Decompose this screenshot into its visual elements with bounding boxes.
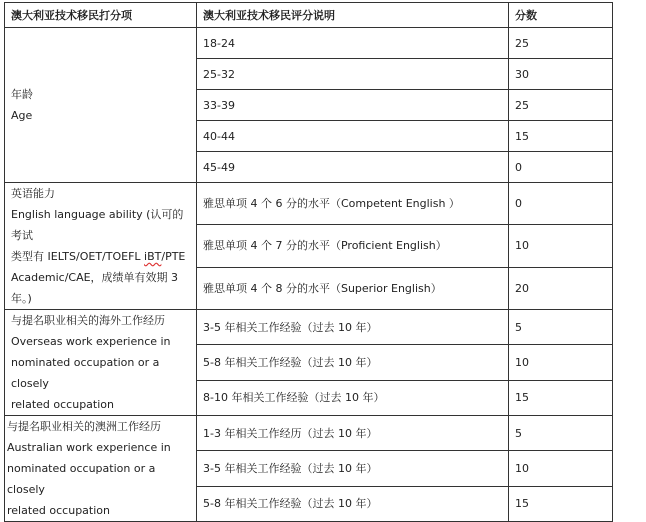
row-score: 30	[509, 59, 613, 90]
table-row	[5, 416, 613, 451]
category-line: Academic/CAE，成绩单有效期 3 年。)	[11, 271, 179, 305]
category-line: Age	[11, 109, 33, 122]
category-overseas-work	[5, 310, 197, 416]
row-score: 5	[509, 310, 613, 345]
header-score: 分数	[509, 3, 613, 28]
category-line: 类型有 IELTS/OET/TOEFL iBT/PTE	[11, 250, 186, 263]
category-line: English language ability (认可的考试	[11, 208, 184, 242]
row-description: 40-44	[197, 121, 509, 152]
category-line: nominated occupation or a closely	[11, 356, 160, 390]
spellcheck-flag: iBT	[144, 250, 162, 263]
row-description: 雅思单项 4 个 8 分的水平（Superior English）	[197, 267, 509, 309]
row-score: 10	[509, 451, 613, 486]
category-line: related occupation	[11, 398, 114, 411]
category-english	[5, 183, 197, 310]
row-score: 0	[509, 183, 613, 225]
row-score: 15	[509, 121, 613, 152]
header-row	[5, 3, 613, 28]
row-description: 3-5 年相关工作经验（过去 10 年）	[197, 451, 509, 486]
row-description: 25-32	[197, 59, 509, 90]
row-score: 25	[509, 28, 613, 59]
row-description: 5-8 年相关工作经验（过去 10 年）	[197, 486, 509, 521]
row-description: 5-8 年相关工作经验（过去 10 年）	[197, 345, 509, 380]
row-score: 5	[509, 416, 613, 451]
row-score: 15	[509, 380, 613, 415]
row-description: 雅思单项 4 个 7 分的水平（Proficient English）	[197, 225, 509, 267]
table-row	[5, 183, 613, 225]
category-line: 年龄	[11, 88, 33, 101]
category-line: 与提名职业相关的澳洲工作经历	[7, 420, 161, 433]
category-age	[5, 28, 197, 183]
category-australian-work	[5, 416, 197, 522]
row-description: 18-24	[197, 28, 509, 59]
row-description: 1-3 年相关工作经历（过去 10 年）	[197, 416, 509, 451]
row-description: 33-39	[197, 90, 509, 121]
category-line: 与提名职业相关的海外工作经历	[11, 314, 165, 327]
row-score: 15	[509, 486, 613, 521]
category-line: 英语能力	[11, 187, 55, 200]
header-category: 澳大利亚技术移民打分项	[5, 3, 197, 28]
row-description: 雅思单项 4 个 6 分的水平（Competent English ）	[197, 183, 509, 225]
row-description: 8-10 年相关工作经验（过去 10 年）	[197, 380, 509, 415]
row-score: 0	[509, 152, 613, 183]
row-score: 20	[509, 267, 613, 309]
row-description: 3-5 年相关工作经验（过去 10 年）	[197, 310, 509, 345]
table-row	[5, 310, 613, 345]
row-description: 45-49	[197, 152, 509, 183]
row-score: 10	[509, 225, 613, 267]
category-line: nominated occupation or a closely	[7, 462, 156, 496]
points-table	[4, 2, 613, 522]
row-score: 25	[509, 90, 613, 121]
category-line: Australian work experience in	[7, 441, 171, 454]
table-row	[5, 28, 613, 59]
category-line: related occupation	[7, 504, 110, 517]
header-description: 澳大利亚技术移民评分说明	[197, 3, 509, 28]
category-line: Overseas work experience in	[11, 335, 171, 348]
row-score: 10	[509, 345, 613, 380]
